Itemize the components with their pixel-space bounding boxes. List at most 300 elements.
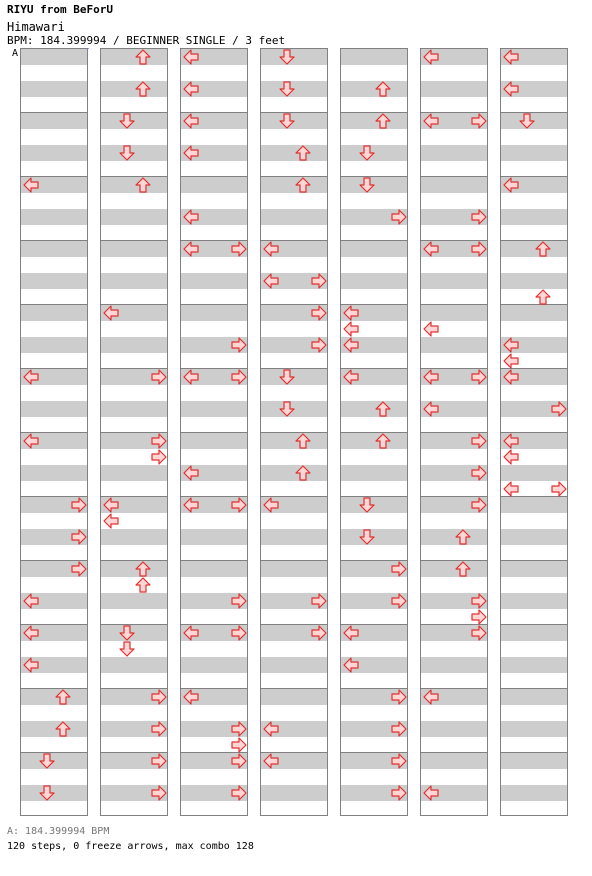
left-arrow-icon	[183, 497, 199, 513]
right-arrow-icon	[231, 497, 247, 513]
page-title: RIYU from BeForU	[7, 3, 113, 16]
right-arrow-icon	[231, 721, 247, 737]
beat-stripe	[101, 465, 167, 481]
beat-stripe	[421, 577, 487, 593]
right-arrow-icon	[391, 689, 407, 705]
beat-stripe	[101, 577, 167, 593]
beat-stripe	[101, 705, 167, 721]
beat-stripe	[181, 529, 247, 545]
up-arrow-icon	[375, 401, 391, 417]
beat-stripe	[421, 225, 487, 241]
beat-stripe	[501, 513, 567, 529]
beat-stripe	[101, 801, 167, 817]
beat-stripe	[101, 385, 167, 401]
measure-line	[261, 432, 327, 433]
left-arrow-icon	[503, 369, 519, 385]
down-arrow-icon	[279, 401, 295, 417]
up-arrow-icon	[375, 113, 391, 129]
measure-line	[501, 752, 567, 753]
beat-stripe	[181, 385, 247, 401]
beat-stripe	[181, 481, 247, 497]
up-arrow-icon	[295, 177, 311, 193]
beat-stripe	[501, 545, 567, 561]
down-arrow-icon	[279, 369, 295, 385]
left-arrow-icon	[343, 337, 359, 353]
left-arrow-icon	[183, 625, 199, 641]
down-arrow-icon	[359, 529, 375, 545]
beat-stripe	[341, 417, 407, 433]
beat-stripe	[261, 561, 327, 577]
down-arrow-icon	[119, 145, 135, 161]
up-arrow-icon	[135, 177, 151, 193]
left-arrow-icon	[263, 273, 279, 289]
bpm-summary: A: 184.399994 BPM	[7, 826, 110, 837]
beat-stripe	[21, 225, 87, 241]
left-arrow-icon	[423, 369, 439, 385]
beat-stripe	[501, 305, 567, 321]
measure-line	[101, 560, 167, 561]
beat-stripe	[261, 65, 327, 81]
beat-stripe	[341, 801, 407, 817]
beat-stripe	[501, 145, 567, 161]
left-arrow-icon	[503, 177, 519, 193]
beat-stripe	[341, 385, 407, 401]
left-arrow-icon	[423, 49, 439, 65]
beat-stripe	[21, 321, 87, 337]
beat-stripe	[501, 273, 567, 289]
beat-stripe	[21, 65, 87, 81]
beat-stripe	[341, 65, 407, 81]
beat-stripe	[341, 641, 407, 657]
beat-stripe	[181, 577, 247, 593]
right-arrow-icon	[471, 369, 487, 385]
left-arrow-icon	[503, 433, 519, 449]
right-arrow-icon	[471, 433, 487, 449]
beat-stripe	[501, 721, 567, 737]
left-arrow-icon	[503, 481, 519, 497]
beat-stripe	[421, 657, 487, 673]
beat-stripe	[101, 593, 167, 609]
beat-stripe	[341, 193, 407, 209]
beat-stripe	[21, 273, 87, 289]
beat-stripe	[101, 417, 167, 433]
beat-stripe	[101, 401, 167, 417]
up-arrow-icon	[295, 145, 311, 161]
down-arrow-icon	[359, 497, 375, 513]
beat-stripe	[421, 65, 487, 81]
measure-line	[341, 432, 407, 433]
right-arrow-icon	[471, 593, 487, 609]
beat-stripe	[21, 737, 87, 753]
beat-stripe	[101, 177, 167, 193]
beat-stripe	[261, 353, 327, 369]
right-arrow-icon	[231, 593, 247, 609]
left-arrow-icon	[183, 113, 199, 129]
chart-column	[20, 48, 88, 816]
beat-stripe	[181, 177, 247, 193]
beat-stripe	[421, 353, 487, 369]
down-arrow-icon	[359, 177, 375, 193]
beat-stripe	[501, 593, 567, 609]
up-arrow-icon	[535, 289, 551, 305]
beat-stripe	[181, 289, 247, 305]
beat-stripe	[261, 129, 327, 145]
right-arrow-icon	[151, 689, 167, 705]
left-arrow-icon	[263, 497, 279, 513]
left-arrow-icon	[183, 49, 199, 65]
left-arrow-icon	[23, 657, 39, 673]
beat-stripe	[101, 321, 167, 337]
beat-stripe	[101, 481, 167, 497]
beat-stripe	[421, 513, 487, 529]
right-arrow-icon	[151, 753, 167, 769]
beat-stripe	[21, 641, 87, 657]
beat-stripe	[341, 113, 407, 129]
right-arrow-icon	[551, 481, 567, 497]
beat-stripe	[101, 769, 167, 785]
right-arrow-icon	[311, 337, 327, 353]
beat-stripe	[261, 97, 327, 113]
left-arrow-icon	[103, 497, 119, 513]
beat-stripe	[261, 209, 327, 225]
beat-stripe	[261, 145, 327, 161]
beat-stripe	[261, 385, 327, 401]
left-arrow-icon	[503, 337, 519, 353]
beat-stripe	[261, 657, 327, 673]
right-arrow-icon	[471, 209, 487, 225]
left-arrow-icon	[503, 353, 519, 369]
beat-stripe	[21, 161, 87, 177]
beat-stripe	[21, 417, 87, 433]
measure-line	[421, 304, 487, 305]
down-arrow-icon	[39, 785, 55, 801]
beat-stripe	[421, 705, 487, 721]
left-arrow-icon	[103, 513, 119, 529]
beat-stripe	[261, 801, 327, 817]
beat-stripe	[421, 81, 487, 97]
beat-stripe	[261, 545, 327, 561]
beat-stripe	[21, 337, 87, 353]
right-arrow-icon	[311, 625, 327, 641]
right-arrow-icon	[151, 449, 167, 465]
right-arrow-icon	[231, 753, 247, 769]
beat-stripe	[501, 657, 567, 673]
beat-stripe	[501, 577, 567, 593]
beat-stripe	[181, 273, 247, 289]
beat-stripe	[341, 513, 407, 529]
measure-line	[341, 240, 407, 241]
right-arrow-icon	[151, 785, 167, 801]
beat-stripe	[101, 129, 167, 145]
beat-stripe	[501, 561, 567, 577]
beat-stripe	[421, 641, 487, 657]
beat-stripe	[21, 689, 87, 705]
right-arrow-icon	[471, 113, 487, 129]
left-arrow-icon	[423, 113, 439, 129]
beat-stripe	[501, 241, 567, 257]
beat-stripe	[421, 193, 487, 209]
beat-stripe	[501, 129, 567, 145]
right-arrow-icon	[391, 209, 407, 225]
up-arrow-icon	[135, 561, 151, 577]
beat-stripe	[501, 785, 567, 801]
beat-stripe	[181, 257, 247, 273]
measure-line	[101, 176, 167, 177]
beat-stripe	[21, 673, 87, 689]
measure-line	[21, 688, 87, 689]
up-arrow-icon	[455, 561, 471, 577]
beat-stripe	[101, 673, 167, 689]
beat-stripe	[341, 49, 407, 65]
left-arrow-icon	[183, 369, 199, 385]
beat-stripe	[101, 225, 167, 241]
beat-stripe	[421, 305, 487, 321]
beat-stripe	[501, 625, 567, 641]
chart-column	[500, 48, 568, 816]
beat-stripe	[341, 433, 407, 449]
beat-stripe	[501, 753, 567, 769]
beat-stripe	[501, 609, 567, 625]
beat-stripe	[261, 433, 327, 449]
beat-stripe	[341, 577, 407, 593]
beat-stripe	[101, 353, 167, 369]
measure-line	[501, 304, 567, 305]
beat-stripe	[21, 209, 87, 225]
right-arrow-icon	[151, 369, 167, 385]
up-arrow-icon	[535, 241, 551, 257]
beat-stripe	[21, 81, 87, 97]
down-arrow-icon	[119, 641, 135, 657]
measure-line	[21, 304, 87, 305]
beat-stripe	[341, 449, 407, 465]
beat-stripe	[261, 481, 327, 497]
beat-stripe	[421, 161, 487, 177]
beat-stripe	[21, 401, 87, 417]
beat-stripe	[181, 641, 247, 657]
right-arrow-icon	[471, 497, 487, 513]
right-arrow-icon	[311, 593, 327, 609]
measure-line	[181, 432, 247, 433]
beat-stripe	[501, 289, 567, 305]
beat-stripe	[21, 481, 87, 497]
beat-stripe	[501, 737, 567, 753]
step-stats: 120 steps, 0 freeze arrows, max combo 128	[7, 841, 254, 852]
beat-stripe	[341, 609, 407, 625]
song-name: Himawari	[7, 20, 65, 34]
beat-stripe	[21, 97, 87, 113]
left-arrow-icon	[183, 689, 199, 705]
measure-line	[181, 560, 247, 561]
beat-stripe	[181, 321, 247, 337]
beat-stripe	[181, 193, 247, 209]
beat-stripe	[101, 97, 167, 113]
beat-stripe	[101, 337, 167, 353]
beat-stripe	[181, 673, 247, 689]
beat-stripe	[101, 193, 167, 209]
beat-stripe	[421, 769, 487, 785]
beat-stripe	[421, 721, 487, 737]
beat-stripe	[501, 225, 567, 241]
beat-stripe	[341, 737, 407, 753]
beat-stripe	[181, 305, 247, 321]
right-arrow-icon	[471, 465, 487, 481]
measure-line	[261, 560, 327, 561]
left-arrow-icon	[503, 449, 519, 465]
beat-stripe	[101, 65, 167, 81]
left-arrow-icon	[263, 241, 279, 257]
left-arrow-icon	[23, 369, 39, 385]
beat-stripe	[421, 673, 487, 689]
up-arrow-icon	[295, 465, 311, 481]
right-arrow-icon	[151, 721, 167, 737]
beat-stripe	[421, 97, 487, 113]
beat-stripe	[261, 785, 327, 801]
right-arrow-icon	[71, 497, 87, 513]
beat-stripe	[261, 177, 327, 193]
right-arrow-icon	[391, 721, 407, 737]
right-arrow-icon	[391, 785, 407, 801]
down-arrow-icon	[279, 81, 295, 97]
beat-stripe	[501, 417, 567, 433]
beat-stripe	[261, 769, 327, 785]
measure-line	[21, 240, 87, 241]
beat-stripe	[181, 353, 247, 369]
beat-stripe	[341, 289, 407, 305]
right-arrow-icon	[71, 561, 87, 577]
chart-info: BPM: 184.399994 / BEGINNER SINGLE / 3 feet	[7, 34, 286, 47]
beat-stripe	[21, 769, 87, 785]
beat-stripe	[21, 801, 87, 817]
beat-stripe	[101, 257, 167, 273]
beat-stripe	[421, 273, 487, 289]
beat-stripe	[21, 513, 87, 529]
right-arrow-icon	[551, 401, 567, 417]
beat-stripe	[261, 641, 327, 657]
beat-stripe	[421, 449, 487, 465]
beat-stripe	[181, 657, 247, 673]
left-arrow-icon	[343, 657, 359, 673]
beat-stripe	[181, 513, 247, 529]
measure-line	[261, 688, 327, 689]
beat-stripe	[181, 97, 247, 113]
right-arrow-icon	[391, 753, 407, 769]
up-arrow-icon	[135, 577, 151, 593]
beat-stripe	[341, 465, 407, 481]
measure-line	[501, 240, 567, 241]
down-arrow-icon	[279, 49, 295, 65]
measure-line	[341, 112, 407, 113]
right-arrow-icon	[231, 337, 247, 353]
beat-stripe	[501, 769, 567, 785]
beat-stripe	[501, 801, 567, 817]
beat-stripe	[501, 465, 567, 481]
beat-stripe	[261, 513, 327, 529]
left-arrow-icon	[423, 321, 439, 337]
left-arrow-icon	[183, 465, 199, 481]
right-arrow-icon	[231, 369, 247, 385]
beat-stripe	[21, 305, 87, 321]
beat-stripe	[21, 289, 87, 305]
beat-stripe	[261, 673, 327, 689]
beat-stripe	[501, 673, 567, 689]
beat-stripe	[101, 657, 167, 673]
up-arrow-icon	[135, 81, 151, 97]
down-arrow-icon	[279, 113, 295, 129]
beat-stripe	[341, 273, 407, 289]
beat-stripe	[21, 577, 87, 593]
beat-stripe	[261, 737, 327, 753]
measure-line	[501, 624, 567, 625]
beat-stripe	[341, 225, 407, 241]
beat-stripe	[261, 321, 327, 337]
beat-stripe	[421, 753, 487, 769]
beat-stripe	[21, 705, 87, 721]
beat-stripe	[181, 401, 247, 417]
left-arrow-icon	[423, 401, 439, 417]
left-arrow-icon	[503, 81, 519, 97]
right-arrow-icon	[231, 737, 247, 753]
left-arrow-icon	[103, 305, 119, 321]
right-arrow-icon	[151, 433, 167, 449]
beat-stripe	[421, 545, 487, 561]
beat-stripe	[501, 193, 567, 209]
right-arrow-icon	[391, 593, 407, 609]
left-arrow-icon	[343, 321, 359, 337]
chart-column	[260, 48, 328, 816]
beat-stripe	[421, 561, 487, 577]
beat-stripe	[181, 801, 247, 817]
beat-stripe	[101, 209, 167, 225]
beat-stripe	[501, 97, 567, 113]
beat-stripe	[181, 225, 247, 241]
up-arrow-icon	[295, 433, 311, 449]
beat-stripe	[341, 161, 407, 177]
up-arrow-icon	[55, 721, 71, 737]
left-arrow-icon	[183, 81, 199, 97]
left-arrow-icon	[263, 721, 279, 737]
beat-stripe	[501, 529, 567, 545]
beat-stripe	[341, 769, 407, 785]
measure-line	[501, 560, 567, 561]
beat-stripe	[101, 49, 167, 65]
beat-stripe	[21, 193, 87, 209]
measure-line	[501, 688, 567, 689]
beat-stripe	[341, 81, 407, 97]
beat-stripe	[421, 177, 487, 193]
beat-stripe	[181, 705, 247, 721]
beat-stripe	[421, 737, 487, 753]
beat-stripe	[101, 289, 167, 305]
chart-column	[100, 48, 168, 816]
beat-stripe	[101, 529, 167, 545]
beat-stripe	[421, 129, 487, 145]
beat-stripe	[501, 321, 567, 337]
beat-stripe	[421, 529, 487, 545]
beat-stripe	[181, 609, 247, 625]
beat-stripe	[261, 161, 327, 177]
beat-stripe	[181, 417, 247, 433]
beat-stripe	[181, 433, 247, 449]
measure-line	[421, 176, 487, 177]
measure-line	[21, 112, 87, 113]
beat-stripe	[21, 353, 87, 369]
chart-column	[180, 48, 248, 816]
right-arrow-icon	[471, 609, 487, 625]
beat-stripe	[501, 257, 567, 273]
up-arrow-icon	[455, 529, 471, 545]
left-arrow-icon	[23, 177, 39, 193]
beat-stripe	[101, 737, 167, 753]
